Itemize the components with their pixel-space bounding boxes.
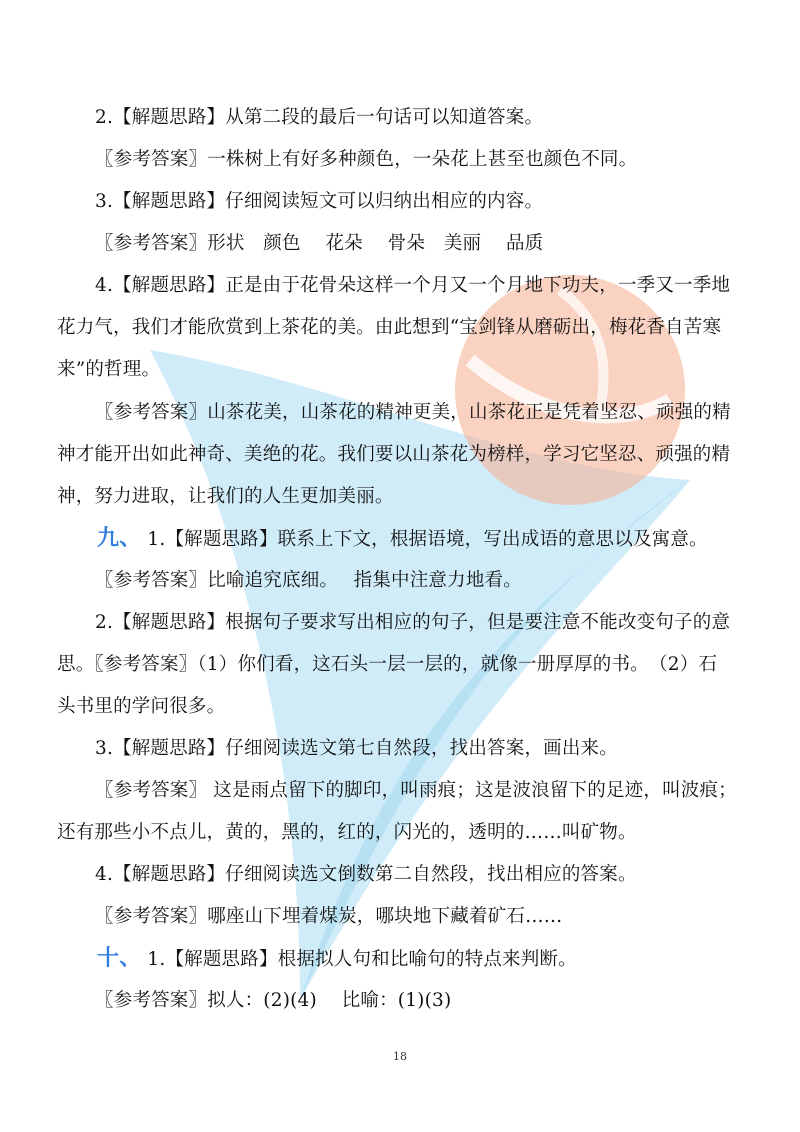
- section-nine-line: [97, 527, 708, 552]
- text-line: 〖参考答案〗比喻追究底细。 指集中注意力地看。: [95, 570, 522, 591]
- section-heading-nine: 九、: [97, 526, 142, 551]
- section-heading-ten: 十、: [97, 946, 142, 971]
- text-line: 头书里的学问很多。: [57, 696, 226, 717]
- text-line: 思。〖参考答案〗（1）你们看，这石头一层一层的，就像一册厚厚的书。 （2）石: [57, 654, 718, 675]
- text-line: 〖参考答案〗 这是雨点留下的脚印，叫雨痕；这是波浪留下的足迹，叫波痕；: [95, 780, 737, 801]
- text-line: 〖参考答案〗拟人：(2)(4) 比喻：(1)(3): [95, 990, 452, 1011]
- text-segment: 1.【解题思路】根据拟人句和比喻句的特点来判断。: [147, 949, 577, 970]
- text-line: 花力气，我们才能欣赏到上茶花的美。由此想到“宝剑锋从磨砺出，梅花香自苦寒: [57, 317, 722, 338]
- text-line: 〖参考答案〗山茶花美，山茶花的精神更美，山茶花正是凭着坚忍、顽强的精: [95, 402, 731, 423]
- text-line: 3.【解题思路】仔细阅读短文可以归纳出相应的内容。: [95, 191, 544, 212]
- text-line: 〖参考答案〗形状 颜色 花朵 骨朵 美丽 品质: [95, 233, 544, 254]
- text-line: 神才能开出如此神奇、美绝的花。我们要以山茶花为榜样，学习它坚忍、顽强的精: [57, 444, 731, 465]
- text-line: 还有那些小不点儿，黄的，黑的，红的，闪光的，透明的……叫矿物。: [57, 822, 637, 843]
- text-line: 3.【解题思路】仔细阅读选文第七自然段，找出答案，画出来。: [95, 738, 618, 759]
- text-line: 4.【解题思路】仔细阅读选文倒数第二自然段，找出相应的答案。: [95, 864, 637, 885]
- text-line: 神，努力进取，让我们的人生更加美丽。: [57, 486, 394, 507]
- text-line: 2.【解题思路】根据句子要求写出相应的句子，但是要注意不能改变句子的意: [95, 612, 731, 633]
- text-segment: 1.【解题思路】联系上下文，根据语境，写出成语的意思以及寓意。: [147, 529, 708, 550]
- page-number: 18: [393, 1050, 407, 1063]
- section-ten-line: [97, 947, 577, 972]
- text-line: 2.【解题思路】从第二段的最后一句话可以知道答案。: [95, 107, 544, 128]
- text-line: 来”的哲理。: [57, 359, 161, 380]
- text-line: 〖参考答案〗一株树上有好多种颜色，一朵花上甚至也颜色不同。: [95, 149, 638, 170]
- text-line: 4.【解题思路】正是由于花骨朵这样一个月又一个月地下功夫，一季又一季地: [95, 275, 731, 296]
- text-line: 〖参考答案〗哪座山下埋着煤炭，哪块地下藏着矿石……: [95, 906, 563, 927]
